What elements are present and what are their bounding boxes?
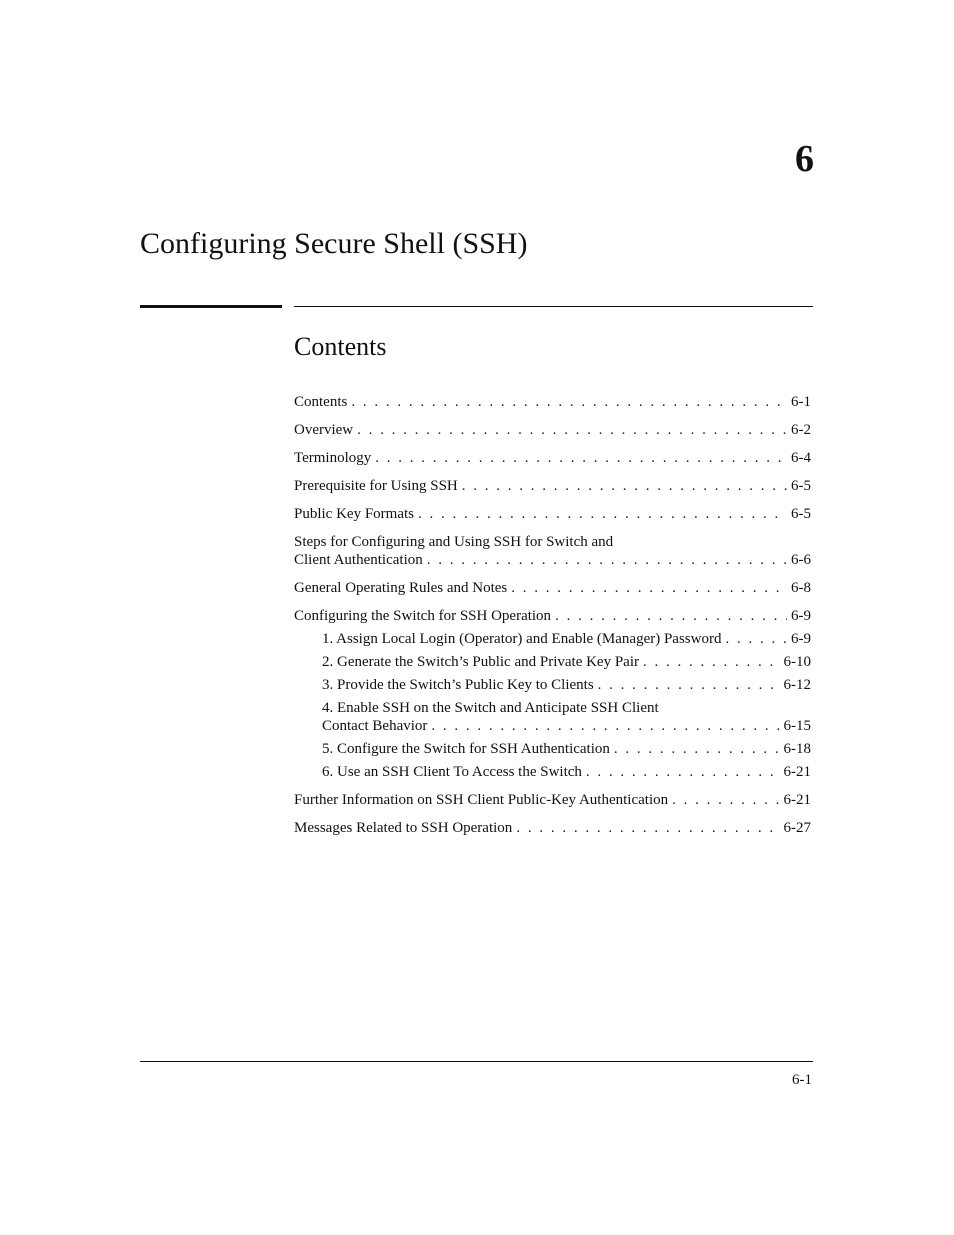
dot-leader bbox=[351, 393, 787, 411]
toc-entry-page: 6-2 bbox=[791, 422, 811, 438]
toc-subentry[interactable] bbox=[322, 653, 811, 671]
toc-entry[interactable] bbox=[294, 421, 811, 439]
footer-rule bbox=[140, 1061, 813, 1062]
title-rule-thick bbox=[140, 305, 282, 308]
toc-entry-label: Client Authentication bbox=[294, 552, 423, 568]
toc-entry-page: 6-5 bbox=[791, 478, 811, 494]
title-rule-thin bbox=[294, 306, 813, 307]
toc-entry-label: Prerequisite for Using SSH bbox=[294, 478, 458, 494]
chapter-number: 6 bbox=[795, 138, 814, 180]
toc-entry-label: Public Key Formats bbox=[294, 506, 414, 522]
dot-leader bbox=[614, 740, 780, 758]
contents-heading: Contents bbox=[294, 332, 387, 361]
toc-subentry[interactable] bbox=[322, 763, 811, 781]
toc-entry-label: Messages Related to SSH Operation bbox=[294, 820, 513, 836]
toc-entry-label: General Operating Rules and Notes bbox=[294, 580, 508, 596]
dot-leader bbox=[672, 791, 779, 809]
dot-leader bbox=[427, 551, 787, 569]
toc-entry-page: 6-21 bbox=[783, 764, 811, 780]
toc-entry-label: 5. Configure the Switch for SSH Authentication bbox=[322, 741, 610, 757]
toc-entry-page: 6-9 bbox=[791, 608, 811, 624]
toc-entry[interactable] bbox=[294, 505, 811, 523]
toc-entry-page: 6-6 bbox=[791, 552, 811, 568]
toc-entry[interactable] bbox=[294, 791, 811, 809]
toc-entry-page: 6-15 bbox=[783, 718, 811, 734]
toc-entry-page: 6-1 bbox=[791, 394, 811, 410]
dot-leader bbox=[516, 819, 779, 837]
toc-entry-label-line-1: 4. Enable SSH on the Switch and Anticipate SSH Client bbox=[322, 700, 659, 716]
table-of-contents bbox=[294, 393, 811, 837]
toc-entry-page: 6-8 bbox=[791, 580, 811, 596]
dot-leader bbox=[431, 717, 779, 735]
toc-entry-label: 2. Generate the Switch’s Public and Private Key Pair bbox=[322, 654, 640, 670]
toc-entry-label: Contents bbox=[294, 394, 348, 410]
dot-leader bbox=[598, 676, 780, 694]
dot-leader bbox=[725, 630, 787, 648]
dot-leader bbox=[375, 449, 787, 467]
toc-entry-page: 6-5 bbox=[791, 506, 811, 522]
toc-entry-label: 3. Provide the Switch’s Public Key to Clients bbox=[322, 677, 594, 693]
toc-entry[interactable] bbox=[294, 819, 811, 837]
dot-leader bbox=[418, 505, 787, 523]
toc-entry-label: Configuring the Switch for SSH Operation bbox=[294, 608, 552, 624]
toc-entry-label: Terminology bbox=[294, 450, 372, 466]
toc-subentry[interactable] bbox=[322, 740, 811, 758]
toc-entry[interactable] bbox=[294, 579, 811, 597]
dot-leader bbox=[586, 763, 780, 781]
toc-entry-label: Overview bbox=[294, 422, 354, 438]
toc-entry-label: 1. Assign Local Login (Operator) and Enable (Manager) Password bbox=[322, 631, 722, 647]
chapter-title: Configuring Secure Shell (SSH) bbox=[140, 227, 528, 260]
toc-entry-label: Further Information on SSH Client Public-Key Authentication bbox=[294, 792, 669, 808]
toc-entry[interactable] bbox=[294, 393, 811, 411]
toc-subentry[interactable] bbox=[322, 676, 811, 694]
toc-entry-page: 6-12 bbox=[783, 677, 811, 693]
toc-entry-label-line-1: Steps for Configuring and Using SSH for Switch and bbox=[294, 534, 614, 550]
toc-entry[interactable] bbox=[294, 607, 811, 625]
page-number: 6-1 bbox=[792, 1072, 812, 1088]
toc-entry-label: 6. Use an SSH Client To Access the Switch bbox=[322, 764, 582, 780]
dot-leader bbox=[643, 653, 779, 671]
toc-entry-page: 6-10 bbox=[783, 654, 811, 670]
dot-leader bbox=[462, 477, 787, 495]
toc-entry-page: 6-21 bbox=[783, 792, 811, 808]
toc-entry-label: Contact Behavior bbox=[322, 718, 428, 734]
toc-entry[interactable] bbox=[294, 533, 811, 569]
toc-entry-page: 6-27 bbox=[783, 820, 811, 836]
toc-entry-page: 6-9 bbox=[791, 631, 811, 647]
toc-entry[interactable] bbox=[294, 477, 811, 495]
toc-entry-page: 6-18 bbox=[783, 741, 811, 757]
dot-leader bbox=[555, 607, 787, 625]
toc-entry-page: 6-4 bbox=[791, 450, 811, 466]
dot-leader bbox=[511, 579, 787, 597]
toc-entry[interactable] bbox=[294, 449, 811, 467]
toc-subentry[interactable] bbox=[322, 699, 811, 735]
dot-leader bbox=[357, 421, 787, 439]
toc-subentry[interactable] bbox=[322, 630, 811, 648]
